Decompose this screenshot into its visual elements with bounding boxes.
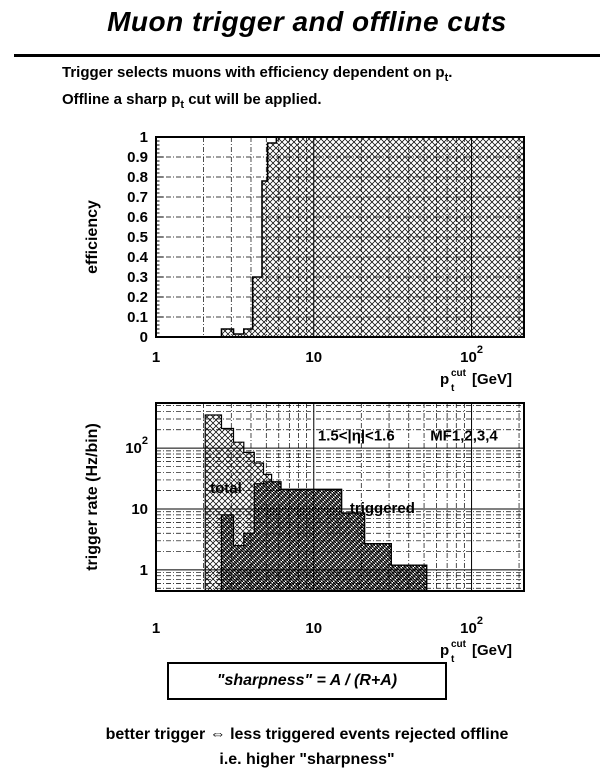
pt-subscript: t: [444, 72, 449, 84]
y-tick-label: 0.8: [127, 169, 148, 186]
x-axis-title-sub: t: [451, 654, 455, 665]
histogram-outline: [222, 137, 525, 337]
intro-text: [62, 62, 452, 116]
x-tick-label: 10: [305, 349, 323, 366]
y-tick-labels: [125, 435, 148, 579]
y-tick-label: 0: [139, 329, 148, 346]
x-axis-title-base: p: [440, 642, 450, 659]
sharpness-formula-box: [167, 662, 447, 700]
annotation: total: [210, 480, 242, 498]
x-tick-label: $10^2$: [460, 344, 483, 366]
x-axis-title-sup: cut: [451, 368, 466, 379]
annotation: triggered: [349, 500, 415, 517]
intro-line-2-text: Offline a sharp p: [62, 91, 181, 108]
y-tick-label: 10: [131, 500, 148, 518]
sharpness-formula: "sharpness" = A / (R+A): [216, 672, 398, 689]
y-tick-label: 0.4: [127, 249, 148, 266]
footer-line-2: i.e. higher "sharpness": [219, 751, 395, 768]
y-axis-title: efficiency: [84, 200, 101, 274]
y-axis-ticks: [156, 137, 163, 337]
histogram-efficiency: [222, 137, 525, 337]
x-tick-labels: [152, 615, 483, 637]
x-axis-title-unit: [GeV]: [472, 371, 513, 388]
y-tick-label: 0.1: [127, 309, 148, 326]
x-tick-label: 10: [305, 620, 323, 637]
x-tick-label: 1: [151, 620, 161, 637]
x-axis-title-base: p: [440, 371, 450, 388]
title-rule: [14, 54, 600, 57]
y-tick-label: 0.6: [127, 209, 148, 226]
x-axis-title-sup: cut: [451, 639, 466, 650]
y-tick-label: 0.7: [127, 189, 148, 206]
footer-text: [0, 722, 614, 772]
y-tick-label: $10^2$: [125, 435, 148, 458]
intro-line-2: [62, 89, 452, 116]
x-tick-label: $10^2$: [460, 615, 483, 637]
x-axis-title: [440, 639, 512, 665]
y-tick-label: 1: [139, 129, 148, 146]
trigger-rate-chart: [0, 390, 614, 670]
x-tick-label: 1: [151, 349, 161, 366]
intro-line-1-end: .: [448, 64, 453, 81]
page-title: Muon trigger and offline cuts: [107, 6, 507, 37]
y-tick-label: 0.2: [127, 289, 148, 306]
intro-line-1: [62, 62, 452, 89]
y-tick-label: 0.9: [127, 149, 148, 166]
annotation: MF1,2,3,4: [430, 427, 498, 445]
pt-subscript: t: [180, 99, 185, 111]
y-tick-label: 1: [139, 561, 148, 579]
y-axis-title: trigger rate (Hz/bin): [84, 423, 101, 571]
efficiency-chart: [0, 118, 614, 394]
intro-line-1-text: Trigger selects muons with efficiency dependent on p: [62, 64, 445, 81]
y-tick-labels: [127, 129, 149, 346]
y-tick-label: 0.5: [127, 229, 148, 246]
annotation: 1.5<|η|<1.6: [317, 427, 395, 445]
footer-line-1: better trigger ⇔ less triggered events rejected offline: [105, 726, 509, 743]
x-axis-title-unit: [GeV]: [472, 642, 513, 659]
intro-line-2-end: cut will be applied.: [184, 91, 322, 108]
x-axis-title-sub: t: [451, 383, 455, 394]
x-tick-labels: [152, 344, 483, 366]
y-tick-label: 0.3: [127, 269, 148, 286]
